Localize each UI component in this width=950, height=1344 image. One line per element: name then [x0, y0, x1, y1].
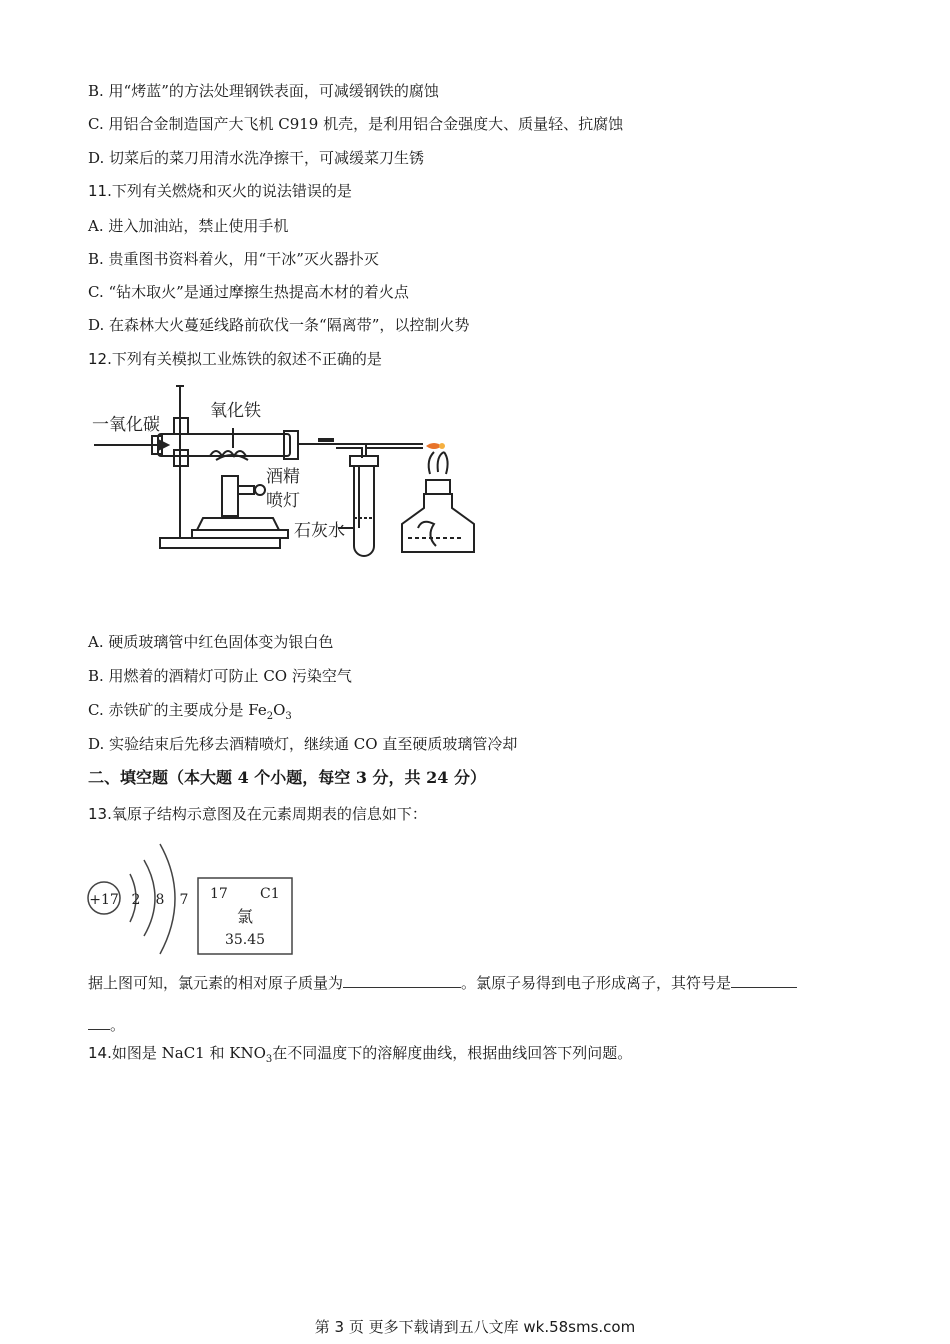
q12-option-d: D. 实验结束后先移去酒精喷灯，继续通 CO 直至硬质玻璃管冷却 — [88, 735, 518, 753]
q14-text-a: 如图是 NaC1 和 KNO — [111, 1044, 266, 1062]
q12-stem — [88, 349, 382, 369]
q14-text-b: 在不同温度下的溶解度曲线，根据曲线回答下列问题。 — [272, 1044, 633, 1062]
chlorine-atom-figure — [86, 838, 306, 962]
q12-number: 12. — [88, 350, 112, 368]
q13-fill-text-c: 。 — [110, 1016, 126, 1034]
q13-text: 氧原子结构示意图及在元素周期表的信息如下： — [111, 805, 427, 823]
iron-smelting-apparatus-figure — [88, 378, 488, 568]
element-mass: 35.45 — [224, 932, 266, 948]
q12-text: 下列有关模拟工业炼铁的叙述不正确的是 — [111, 350, 382, 368]
q12-option-a: A. 硬质玻璃管中红色固体变为银白色 — [88, 633, 334, 651]
q11-option-a: A. 进入加油站，禁止使用手机 — [88, 217, 289, 235]
q12-option-c-text: C. 赤铁矿的主要成分是 Fe — [88, 701, 267, 719]
q11-text: 下列有关燃烧和灭火的说法错误的是 — [111, 182, 352, 200]
q13-stem — [88, 804, 427, 824]
q13-fill-line-2 — [88, 1014, 125, 1035]
q14-text-sub: 3 — [265, 1054, 273, 1065]
shell-2-electrons: 8 — [155, 892, 165, 908]
q10-option-b: B. 用“烤蓝”的方法处理钢铁表面，可减缓钢铁的腐蚀 — [88, 82, 439, 100]
q11-option-d: D. 在森林大火蔓延线路前砍伐一条“隔离带”，以控制火势 — [88, 316, 470, 334]
label-lamp-line2: 喷灯 — [266, 491, 300, 511]
page-footer: 第 3 页 更多下载请到五八文库 wk.58sms.com — [314, 1318, 636, 1336]
q14-stem — [88, 1043, 632, 1070]
element-symbol: C1 — [260, 886, 280, 902]
answer-blank-1[interactable] — [343, 972, 461, 988]
q11-option-c: C. “钻木取火”是通过摩擦生热提高木材的着火点 — [88, 283, 409, 301]
q11-option-b: B. 贵重图书资料着火，用“干冰”灭火器扑灭 — [88, 250, 379, 268]
answer-blank-2b[interactable] — [88, 1014, 110, 1030]
atom-nucleus: +17 — [89, 892, 119, 908]
q14-number: 14. — [88, 1044, 112, 1062]
q12-option-c-sub2: 3 — [285, 711, 292, 722]
label-lamp-line1: 酒精 — [266, 467, 300, 487]
q12-option-b: B. 用燃着的酒精灯可防止 CO 污染空气 — [88, 667, 352, 685]
q12-option-c-sub1: 2 — [266, 711, 274, 722]
q13-fill-text-b: 。氯原子易得到电子形成离子，其符号是 — [461, 974, 732, 992]
label-limewater: 石灰水 — [294, 521, 345, 541]
q12-option-c — [88, 700, 292, 727]
q13-number: 13. — [88, 805, 112, 823]
q11-stem — [88, 181, 352, 201]
q12-option-c-mid: O — [273, 701, 286, 719]
element-atomic-number: 17 — [210, 886, 228, 902]
answer-blank-2a[interactable] — [731, 972, 797, 988]
q10-option-c: C. 用铝合金制造国产大飞机 C919 机壳，是利用铝合金强度大、质量轻、抗腐蚀 — [88, 115, 624, 133]
shell-1-electrons: 2 — [131, 892, 141, 908]
q13-fill-line — [88, 972, 797, 993]
q10-option-d: D. 切菜后的菜刀用清水洗净擦干，可减缓菜刀生锈 — [88, 149, 425, 167]
q11-number: 11. — [88, 182, 112, 200]
section-heading: 二、填空题（本大题 4 个小题，每空 3 分，共 24 分） — [88, 768, 486, 787]
shell-3-electrons: 7 — [179, 892, 189, 908]
element-name: 氯 — [236, 907, 254, 926]
label-carbon-monoxide: 一氧化碳 — [92, 415, 160, 435]
label-iron-oxide: 氧化铁 — [210, 401, 261, 421]
q13-fill-text-a: 据上图可知，氯元素的相对原子质量为 — [88, 974, 344, 992]
